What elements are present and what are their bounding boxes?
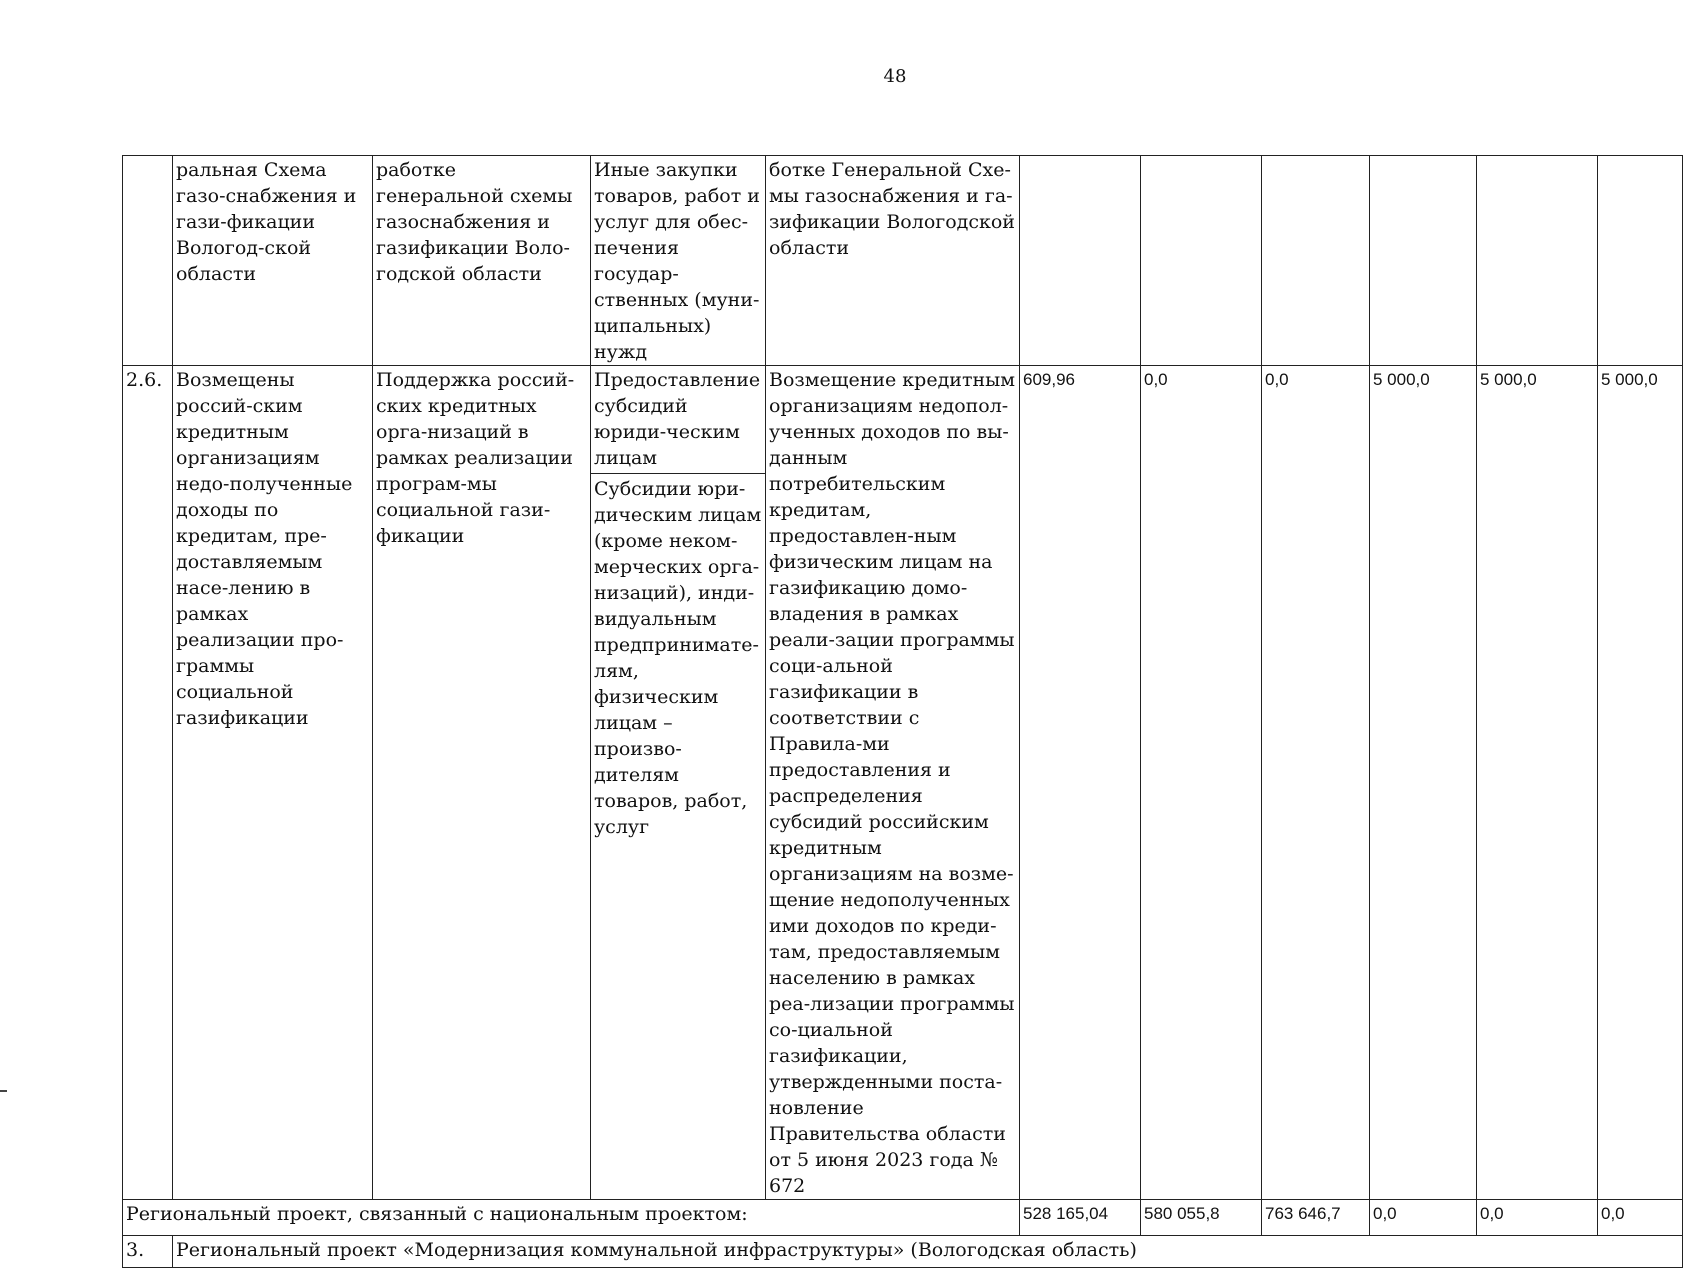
- regional-project-row: [123, 1200, 1683, 1236]
- value-cell: 5 000,0: [1598, 366, 1683, 1200]
- section-title: Региональный проект «Модернизация коммунальной инфраструктуры» (Вологодская область): [173, 1236, 1683, 1268]
- value-cell: 528 165,04: [1020, 1200, 1141, 1236]
- value-cell: 5 000,0: [1477, 366, 1598, 1200]
- value-cell: 0,0: [1262, 366, 1370, 1200]
- row-number: 3.: [123, 1236, 173, 1268]
- value-cell: 763 646,7: [1262, 1200, 1370, 1236]
- description-cell: ботке Генеральной Схе-мы газоснабжения и га-зификации Вологодской области: [766, 156, 1020, 366]
- name-cell: ральная Схема газо-снабжения и гази-фикации Вологод-ской области: [173, 156, 373, 366]
- margin-mark: [0, 1090, 7, 1092]
- expense-type-cell: [591, 366, 766, 1200]
- expense-type-cell: Иные закупки товаров, работ и услуг для обес-печения государ-ственных (муни-ципальных) нужд: [591, 156, 766, 366]
- value-cell: [1598, 156, 1683, 366]
- value-cell: [1370, 156, 1477, 366]
- page-number: 48: [883, 66, 907, 87]
- value-cell: 5 000,0: [1370, 366, 1477, 1200]
- regional-project-label: Региональный проект, связанный с национальным проектом:: [123, 1200, 1020, 1236]
- value-cell: [1477, 156, 1598, 366]
- value-cell: 0,0: [1477, 1200, 1598, 1236]
- value-cell: 0,0: [1141, 366, 1262, 1200]
- section-3-row: [123, 1236, 1683, 1268]
- expense-type-bottom: Субсидии юри-дическим лицам (кроме неком-мерческих орга-низаций), инди-видуальным предпринимате-лям, физическим лицам – произво-дителям товаров, работ, услуг: [594, 478, 762, 838]
- row-2-6: [123, 366, 1683, 1200]
- num-cell: [123, 156, 173, 366]
- budget-table: [122, 155, 1683, 1268]
- value-cell: 609,96: [1020, 366, 1141, 1200]
- name-cell: Возмещены россий-ским кредитным организациям недо-полученные доходы по кредитам, пре-доставляемым насе-лению в рамках реализации про-граммы социальной газификации: [173, 366, 373, 1200]
- value-cell: 580 055,8: [1141, 1200, 1262, 1236]
- row-number: 2.6.: [123, 366, 173, 1200]
- direction-cell: работке генеральной схемы газоснабжения и газификации Воло-годской области: [373, 156, 591, 366]
- description-cell: Возмещение кредитным организациям недопол-ученных доходов по вы-данным потребительским кредитам, предоставлен-ным физическим лицам на газификацию домо-владения в рамках реали-зации программы соци-альной газификации в соответствии с Правила-ми предоставления и распределения субсидий российским кредитным организациям на возме-щение недополученных ими доходов по креди-там, предоставляемым населению в рамках реа-лизации программы со-циальной газификации, утвержденными поста-новление Правительства области от 5 июня 2023 года № 672: [766, 366, 1020, 1200]
- value-cell: [1262, 156, 1370, 366]
- continuation-row: [123, 156, 1683, 366]
- value-cell: 0,0: [1598, 1200, 1683, 1236]
- expense-type-top: Предоставление субсидий юриди-ческим лицам: [591, 366, 765, 474]
- value-cell: 0,0: [1370, 1200, 1477, 1236]
- value-cell: [1020, 156, 1141, 366]
- value-cell: [1141, 156, 1262, 366]
- direction-cell: Поддержка россий-ских кредитных орга-низаций в рамках реализации програм-мы социальной гази-фикации: [373, 366, 591, 1200]
